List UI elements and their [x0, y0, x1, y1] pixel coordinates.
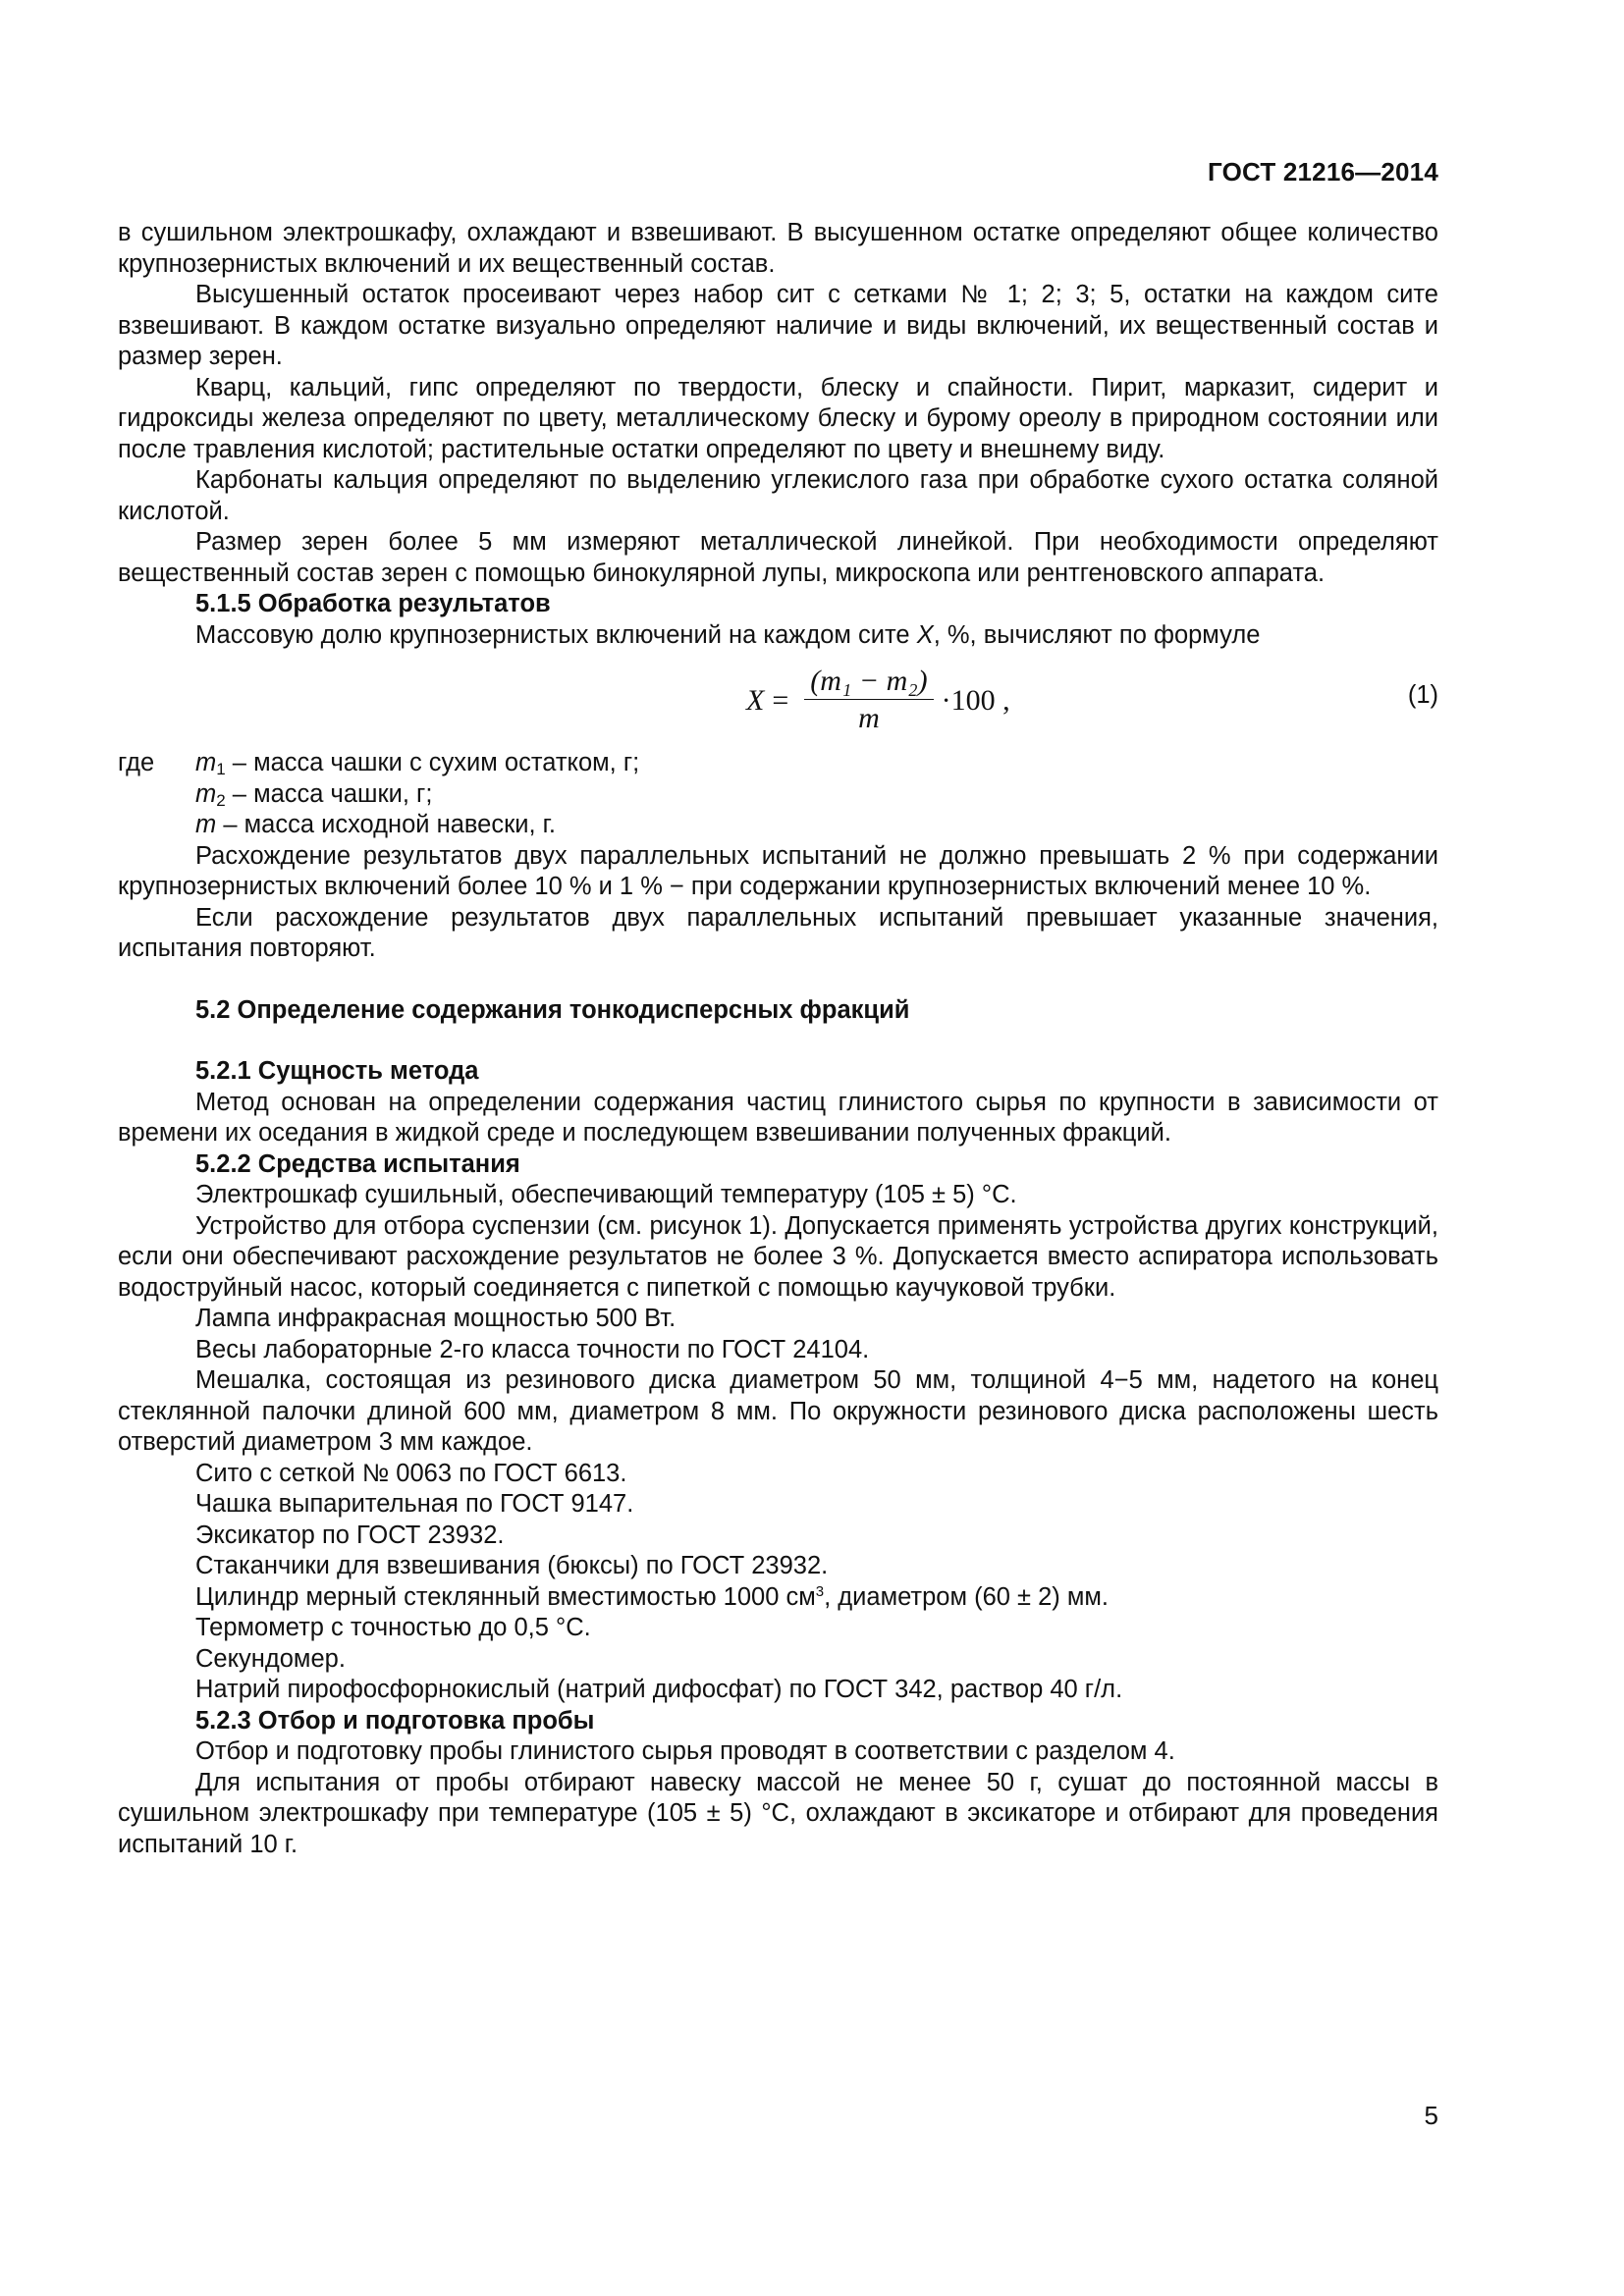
subscript: 1 [216, 760, 226, 778]
paragraph: Расхождение результатов двух параллельных испытаний не должно превышать 2 % при содержании крупнозернистых включений более 10 % и 1 % − при содержании крупнозернистых включений менее 10 %. [118, 841, 1438, 900]
formula-numerator: (m₁ − m₂) [804, 664, 933, 700]
where-label: где [118, 749, 155, 776]
where-item [195, 748, 639, 779]
section-heading-5-2-1: 5.2.1 Сущность метода [195, 1057, 479, 1085]
where-item [118, 810, 1438, 841]
paragraph: Для испытания от пробы отбирают навеску массой не менее 50 г, сушат до постоянной массы в сушильном электрошкафу при температуре (105 ± 5) °С, охлаждают в эксикаторе и отбирают для проведения испытаний 10 г. [118, 1768, 1438, 1858]
formula-lhs: X [746, 683, 765, 717]
superscript: 3 [815, 1582, 825, 1600]
paragraph: Мешалка, состоящая из резинового диска диаметром 50 мм, толщиной 4−5 мм, надетого на конец стеклянной палочки длиной 600 мм, диаметром 8 мм. По окружности резинового диска расположены шесть отверстий диаметром 3 мм каждое. [118, 1366, 1438, 1456]
where-line [118, 748, 1438, 779]
text-span: Массовую долю крупнозернистых включений на каждом сите [195, 620, 917, 649]
paragraph: Метод основан на определении содержания частиц глинистого сырья по крупности в зависимости от времени их оседания в жидкой среде и последующем взвешивании полученных фракций. [118, 1088, 1438, 1147]
paragraph: Чашка выпарительная по ГОСТ 9147. [195, 1490, 634, 1518]
paragraph [118, 620, 1438, 652]
variable-m: m [195, 811, 217, 838]
document-header: ГОСТ 21216—2014 [1208, 157, 1438, 187]
paragraph: Кварц, кальций, гипс определяют по твердости, блеску и спайности. Пирит, марказит, сидерит и гидроксиды железа определяют по цвету, металлическому блеску и бурому ореолу в природном состоянии или после травления кислотой; растительные остатки определяют по цвету и внешнему виду. [118, 373, 1438, 463]
paragraph: Размер зерен более 5 мм измеряют металлической линейкой. При необходимости определяют вещественный состав зерен с помощью бинокулярной лупы, микроскопа или рентгеновского аппарата. [118, 528, 1438, 587]
formula-fraction [804, 664, 933, 737]
paragraph: Электрошкаф сушильный, обеспечивающий температуру (105 ± 5) °С. [195, 1181, 1017, 1208]
paragraph: Весы лабораторные 2-го класса точности по ГОСТ 24104. [195, 1335, 870, 1363]
spacer [118, 965, 1438, 995]
paragraph: Лампа инфракрасная мощностью 500 Вт. [195, 1305, 677, 1332]
text-span: – масса чашки с сухим остатком, г; [225, 749, 640, 776]
variable-x: X [916, 620, 934, 649]
section-heading-5-1-5: 5.1.5 Обработка результатов [195, 590, 551, 617]
paragraph: Секундомер. [195, 1644, 346, 1673]
text-span: , диаметром (60 ± 2) мм. [824, 1582, 1110, 1611]
paragraph: Высушенный остаток просеивают через набор сит с сетками № 1; 2; 3; 5, остатки на каждом сите взвешивают. В каждом остатке визуально определяют наличие и виды включений, их вещественный состав и размер зерен. [118, 281, 1438, 370]
formula [746, 659, 1010, 742]
subscript: 2 [216, 790, 226, 810]
paragraph: Термометр с точностью до 0,5 °С. [195, 1614, 591, 1641]
paragraph: в сушильном электрошкафу, охлаждают и взвешивают. В высушенном остатке определяют общее количество крупнозернистых включений и их вещественный состав. [118, 219, 1438, 278]
paragraph: Стаканчики для взвешивания (бюксы) по ГОСТ 23932. [195, 1552, 829, 1579]
paragraph: Если расхождение результатов двух параллельных испытаний превышает указанные значения, испытания повторяют. [118, 903, 1438, 962]
paragraph: Отбор и подготовку пробы глинистого сырья проводят в соответствии с разделом 4. [195, 1737, 1175, 1765]
formula-block [118, 659, 1438, 742]
paragraph: Эксикатор по ГОСТ 23932. [195, 1521, 505, 1549]
formula-number: (1) [1407, 681, 1438, 709]
formula-equals: = [772, 683, 789, 717]
spacer [118, 1026, 1438, 1056]
paragraph: Сито с сеткой № 0063 по ГОСТ 6613. [195, 1459, 627, 1487]
paragraph: Устройство для отбора суспензии (см. рисунок 1). Допускается применять устройства других конструкций, если они обеспечивают расхождение результатов не более 3 %. Допускается вместо аспиратора использовать водоструйный насос, который соединяется с пипеткой с помощью каучуковой трубки. [118, 1211, 1438, 1302]
text-span: Цилиндр мерный стеклянный вместимостью 1000 см [195, 1582, 816, 1611]
variable-m: m [195, 779, 217, 808]
section-heading-5-2-3: 5.2.3 Отбор и подготовка пробы [195, 1706, 595, 1735]
paragraph: Натрий пирофосфорнокислый (натрий дифосфат) по ГОСТ 342, раствор 40 г/л. [195, 1676, 1123, 1703]
text-span: – масса исходной навески, г. [216, 811, 556, 838]
formula-multiplier: ·100 , [941, 683, 1010, 717]
variable-m: m [195, 749, 217, 776]
section-heading-5-2-2: 5.2.2 Средства испытания [195, 1149, 520, 1178]
text-span: , %, вычисляют по формуле [933, 620, 1261, 649]
section-heading-5-2: 5.2 Определение содержания тонкодисперсных фракций [195, 995, 910, 1024]
text-span: – масса чашки, г; [225, 779, 433, 808]
paragraph: Карбонаты кальция определяют по выделению углекислого газа при обработке сухого остатка соляной кислотой. [118, 466, 1438, 525]
page-number: 5 [1424, 2101, 1438, 2130]
where-item [118, 779, 1438, 811]
formula-denominator: m [858, 702, 880, 734]
paragraph [118, 1582, 1438, 1614]
document-body [118, 218, 1438, 1860]
